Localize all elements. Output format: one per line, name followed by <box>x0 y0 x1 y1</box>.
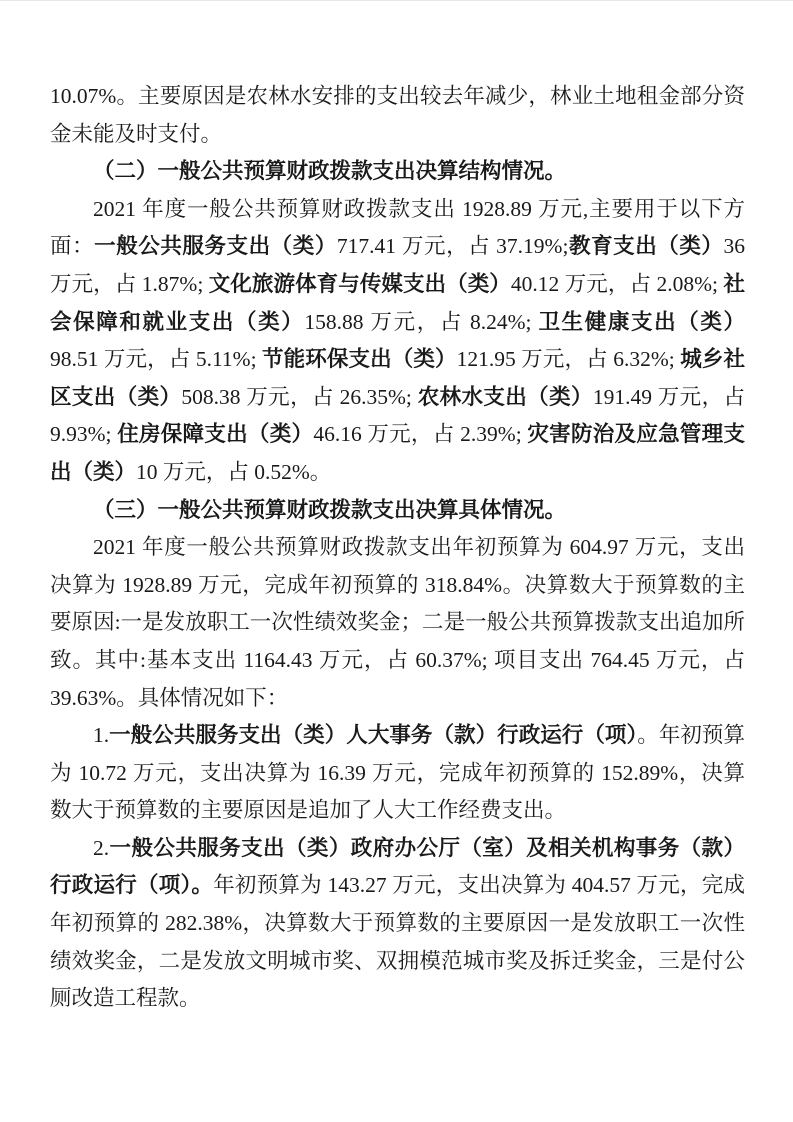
para-item-2-government-office <box>50 830 745 1018</box>
bold-text-run: 文化旅游体育与传媒支出（类） <box>208 271 511 296</box>
text-run: 121.95 万元，占 6.32%; <box>456 347 681 372</box>
text-run: 1. <box>93 723 110 748</box>
para-detail-overview <box>50 529 745 717</box>
bold-text-run: 一般公共服务支出（类） <box>94 234 337 259</box>
bold-text-run: （二）一般公共预算财政拨款支出决算结构情况。 <box>93 159 567 184</box>
text-run: 98.51 万元，占 5.11%; <box>50 347 263 372</box>
text-run: 2021 年度一般公共预算财政拨款支出年初预算为 604.97 万元，支出决算为 1928.89 万元，完成年初预算的 318.84%。决算数大于预算数的主要原因:一是发放职工一次性绩效奖金；二是一般公共预算拨款支出追加所致。其中:基本支出 1164.43 万元，占 60.37%; 项目支出 764.45 万元，占 39.63%。具体情况如下： <box>50 535 745 710</box>
para-expenditure-structure <box>50 191 745 492</box>
heading-section-3 <box>50 492 745 530</box>
text-run: 717.41 万元，占 37.19%; <box>336 234 569 259</box>
text-run: 36 万元，占 1.87%; <box>50 234 745 296</box>
text-run: 。年初预算为 10.72 万元，支出决算为 16.39 万元，完成年初预算的 152.89%，决算数大于预算数的主要原因是追加了人大工作经费支出。 <box>50 723 745 823</box>
bold-text-run: 一般公共服务支出（类）政府办公厅（室）及相关机构事务（款）行政运行（项）。 <box>50 835 745 898</box>
text-run: 191.49 万元，占 9.93%; <box>50 384 745 447</box>
bold-text-run: 节能环保支出（类） <box>262 347 457 372</box>
bold-text-run: 社会保障和就业支出（类） <box>50 271 745 334</box>
para-item-1-renda-affairs <box>50 717 745 830</box>
bold-text-run: 卫生健康支出（类） <box>538 309 745 334</box>
bold-text-run: 住房保障支出（类） <box>117 422 314 447</box>
heading-section-2 <box>50 153 745 191</box>
text-run: 2. <box>93 835 110 860</box>
bold-text-run: 一般公共服务支出（类）人大事务（款）行政运行（项） <box>109 723 638 748</box>
text-run: 508.38 万元，占 26.35%; <box>181 384 418 409</box>
text-run: 10.07%。主要原因是农林水安排的支出较去年减少，林业土地租金部分资金未能及时支付。 <box>50 84 745 146</box>
text-run: 158.88 万元，占 8.24%; <box>304 309 539 334</box>
text-run: 46.16 万元，占 2.39%; <box>313 422 528 447</box>
bold-text-run: 城乡社区支出（类） <box>50 347 745 409</box>
text-run: 2021 年度一般公共预算财政拨款支出 1928.89 万元,主要用于以下方面： <box>50 196 745 259</box>
text-run: 40.12 万元，占 2.08%; <box>510 271 724 296</box>
bold-text-run: 农林水支出（类） <box>417 384 593 409</box>
document-body <box>50 78 745 1018</box>
text-run: 年初预算为 143.27 万元，支出决算为 404.57 万元，完成年初预算的 282.38%，决算数大于预算数的主要原因一是发放职工一次性绩效奖金，二是发放文明城市奖、双拥模范城市奖及拆迁奖金，三是付公厕改造工程款。 <box>50 873 745 1011</box>
bold-text-run: 灾害防治及应急管理支出（类） <box>50 422 745 484</box>
bold-text-run: 教育支出（类） <box>568 234 724 259</box>
para-carryover <box>50 78 745 153</box>
text-run: 10 万元，占 0.52%。 <box>136 459 332 484</box>
bold-text-run: （三）一般公共预算财政拨款支出决算具体情况。 <box>93 497 567 522</box>
